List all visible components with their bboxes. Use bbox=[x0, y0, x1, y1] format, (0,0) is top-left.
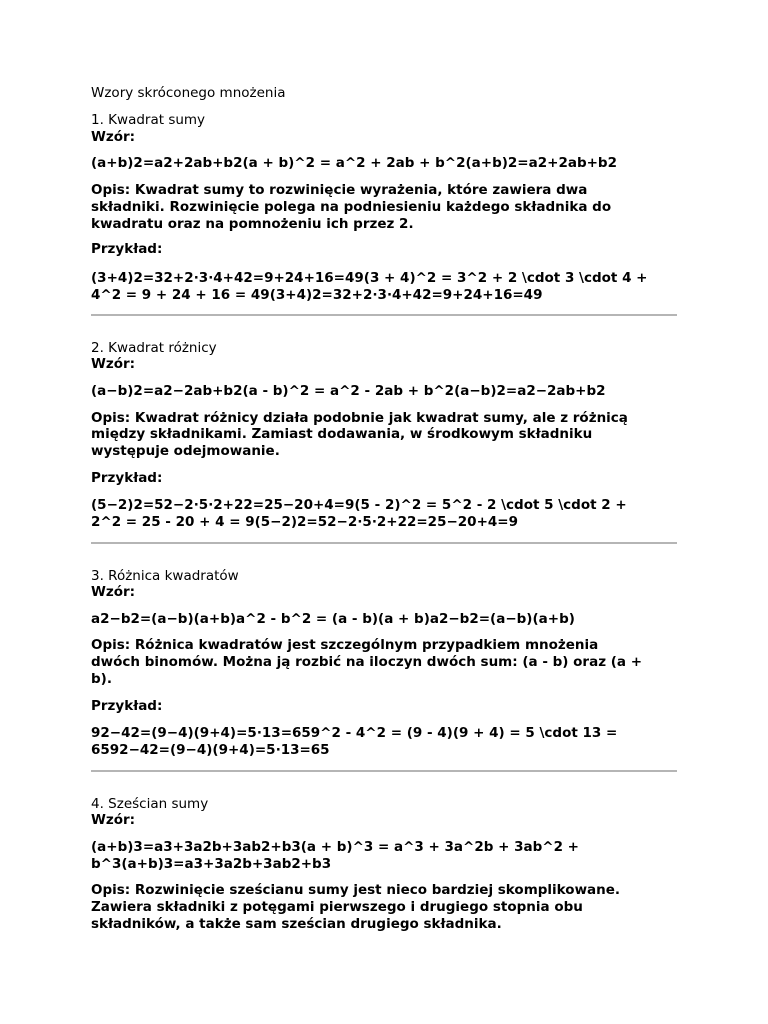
section-3-formula: a2−b2=(a−b)(a+b)a^2 - b^2 = (a - b)(a + b)a2−b2=(a−b)(a+b) bbox=[91, 611, 575, 627]
section-3-example-line-1: 92−42=(9−4)(9+4)=5⋅13=659^2 - 4^2 = (9 - 4)(9 + 4) = 5 \cdot 13 = bbox=[91, 725, 618, 741]
section-1-description-line-1: Opis: Kwadrat sumy to rozwinięcie wyrażenia, które zawiera dwa bbox=[91, 182, 588, 198]
section-1-description-line-2: składniki. Rozwinięcie polega na podniesieniu każdego składnika do bbox=[91, 199, 612, 215]
section-4-description-line-3: składników, a także sam sześcian drugiego składnika. bbox=[91, 916, 502, 932]
section-1-heading: 1. Kwadrat sumy bbox=[91, 112, 206, 128]
section-2-description-line-2: między składnikami. Zamiast dodawania, w środkowym składniku bbox=[91, 426, 593, 442]
section-3-description-line-3: b). bbox=[91, 671, 112, 687]
section-2-example-label: Przykład: bbox=[91, 470, 163, 486]
section-2-formula: (a−b)2=a2−2ab+b2(a - b)^2 = a^2 - 2ab + b^2(a−b)2=a2−2ab+b2 bbox=[91, 383, 606, 399]
section-2-heading: 2. Kwadrat różnicy bbox=[91, 340, 217, 356]
section-3-formula-label: Wzór: bbox=[91, 584, 136, 600]
section-1-formula-label: Wzór: bbox=[91, 129, 136, 145]
section-2-description-line-1: Opis: Kwadrat różnicy działa podobnie jak kwadrat sumy, ale z różnicą bbox=[91, 410, 628, 426]
document-title: Wzory skróconego mnożenia bbox=[91, 85, 286, 101]
section-divider bbox=[91, 542, 677, 544]
section-divider bbox=[91, 770, 677, 772]
section-divider bbox=[91, 314, 677, 316]
section-4-formula-line-1: (a+b)3=a3+3a2b+3ab2+b3(a + b)^3 = a^3 + 3a^2b + 3ab^2 + bbox=[91, 839, 579, 855]
section-1-example-line-2: 4^2 = 9 + 24 + 16 = 49(3+4)2=32+2⋅3⋅4+42=9+24+16=49 bbox=[91, 287, 543, 303]
section-4-description-line-2: Zawiera składniki z potęgami pierwszego i drugiego stopnia obu bbox=[91, 899, 583, 915]
section-3-description-line-2: dwóch binomów. Można ją rozbić na iloczyn dwóch sum: (a - b) oraz (a + bbox=[91, 654, 643, 670]
section-4-formula-line-2: b^3(a+b)3=a3+3a2b+3ab2+b3 bbox=[91, 856, 332, 872]
section-2-formula-label: Wzór: bbox=[91, 356, 136, 372]
section-3-description-line-1: Opis: Różnica kwadratów jest szczególnym przypadkiem mnożenia bbox=[91, 637, 599, 653]
section-3-heading: 3. Różnica kwadratów bbox=[91, 568, 239, 584]
section-2-example-line-2: 2^2 = 25 - 20 + 4 = 9(5−2)2=52−2⋅5⋅2+22=25−20+4=9 bbox=[91, 514, 518, 530]
section-1-example-line-1: (3+4)2=32+2⋅3⋅4+42=9+24+16=49(3 + 4)^2 = 3^2 + 2 \cdot 3 \cdot 4 + bbox=[91, 270, 648, 286]
section-1-description-line-3: kwadratu oraz na pomnożeniu ich przez 2. bbox=[91, 216, 414, 232]
section-4-description-line-1: Opis: Rozwinięcie sześcianu sumy jest nieco bardziej skomplikowane. bbox=[91, 882, 621, 898]
section-4-formula-label: Wzór: bbox=[91, 812, 136, 828]
section-4-heading: 4. Sześcian sumy bbox=[91, 796, 209, 812]
section-2-description-line-3: występuje odejmowanie. bbox=[91, 443, 280, 459]
section-2-example-line-1: (5−2)2=52−2⋅5⋅2+22=25−20+4=9(5 - 2)^2 = 5^2 - 2 \cdot 5 \cdot 2 + bbox=[91, 497, 627, 513]
section-1-example-label: Przykład: bbox=[91, 241, 163, 257]
section-3-example-line-2: 6592−42=(9−4)(9+4)=5⋅13=65 bbox=[91, 742, 330, 758]
section-1-formula: (a+b)2=a2+2ab+b2(a + b)^2 = a^2 + 2ab + b^2(a+b)2=a2+2ab+b2 bbox=[91, 155, 617, 171]
section-3-example-label: Przykład: bbox=[91, 698, 163, 714]
